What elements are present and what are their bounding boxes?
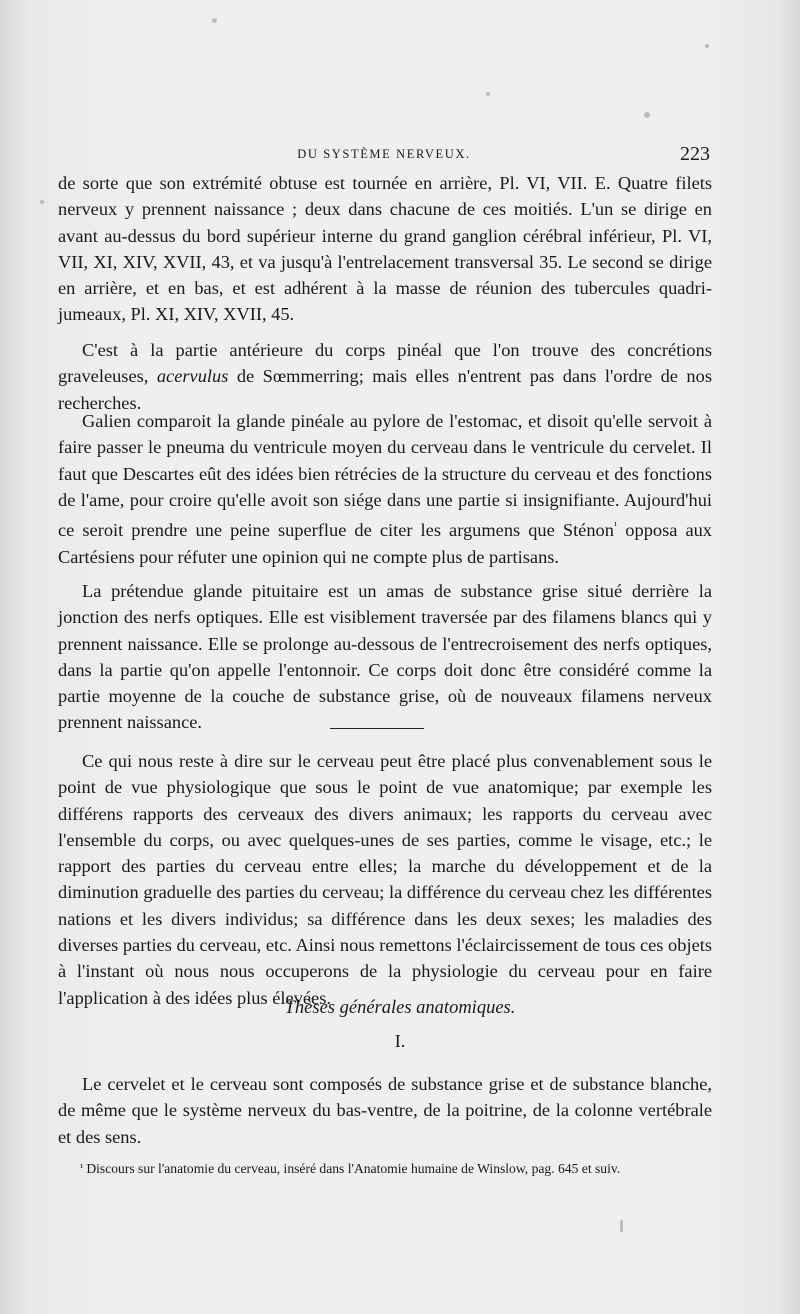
paragraph-text bbox=[58, 337, 712, 416]
paragraph-text: Ce qui nous reste à dire sur le cerveau peut être placé plus convenablement sous le point de vue physiologique que sous le point de vue anatomique; par exemple les différens rapports des cerveaux des divers animaux; les rapports du cerveau avec l'ensemble du corps, ou avec quelques-unes de ses parties, comme le visage, etc.; le rapport des parties du cerveau entre elles; la marche du développement et de la diminution graduelle des parties du cerveau; la différence du cerveau chez les différentes nations et les divers individus; sa différence dans les deux sexes; les maladies des diverses parties du cerveau, etc. Ainsi nous remettons l'éclaircissement de tous ces objets à l'instant où nous nous occuperons de la physiologie du cerveau pour en faire l'application à des idées plus élevées. bbox=[58, 751, 712, 1008]
section-numeral: I. bbox=[394, 1031, 406, 1051]
scan-speck bbox=[705, 44, 709, 48]
running-head: DU SYSTÈME NERVEUX. bbox=[297, 147, 471, 161]
footnote bbox=[80, 1159, 720, 1178]
footnote-reference: ¹ bbox=[613, 520, 618, 533]
paragraph-acervulus bbox=[58, 337, 712, 416]
scan-speck bbox=[212, 18, 217, 23]
italic-term: acervulus bbox=[156, 366, 229, 387]
text-run: opposa aux Cartésiens pour réfuter une opinion qui ne compte plus de partisans. bbox=[58, 520, 712, 567]
paragraph-text: La prétendue glande pituitaire est un amas de substance grise situé derrière la jonction des nerfs optiques. Elle est visiblement traversée par des filamens blancs qui y prennent naissance. Elle se prolonge au-dessous de l'entrecroisement des nerfs optiques, dans la partie qu'on appelle l'entonnoir. Ce corps doit donc être considéré comme la partie moyenne de la couche de substance grise, où de nouveaux filamens nerveux prennent naissance. bbox=[58, 581, 712, 733]
page-header bbox=[58, 143, 710, 167]
paragraph-physiologie bbox=[58, 748, 712, 1011]
scan-speck bbox=[40, 200, 44, 204]
paragraph-continuation bbox=[58, 170, 712, 328]
paragraph-thesis-one bbox=[58, 1071, 712, 1150]
page-number: 223 bbox=[680, 143, 710, 165]
footnote-mark: ¹ bbox=[80, 1162, 84, 1174]
paragraph-galien bbox=[58, 408, 712, 570]
paragraph-text: de sorte que son extrémité obtuse est tournée en arrière, Pl. VI, VII. E. Quatre filets nerveux y prennent naissance ; deux dans chacune de ces moitiés. L'un se dirige en avant au-dessus du bord supérieur interne du grand ganglion cérébral inférieur, Pl. VI, VII, XI, XIV, XVII, 43, et va jusqu'à l'entrelacement transversal 35. Le second se dirige en arrière, et en bas, et est adhérent à la masse de réunion des tubercules quadri-jumeaux, Pl. XI, XIV, XVII, 45. bbox=[58, 173, 712, 325]
section-title: Thèses générales anatomiques. bbox=[284, 998, 516, 1018]
section-divider bbox=[330, 728, 424, 729]
scan-speck bbox=[644, 112, 650, 118]
footnote-text: Discours sur l'anatomie du cerveau, inséré dans l'Anatomie humaine de Winslow, pag. 645 et suiv. bbox=[86, 1161, 621, 1176]
text-run: C'est à la partie antérieure du corps pinéal que l'on trouve des concrétions graveleuses, bbox=[58, 340, 712, 387]
text-run: de Sœmmerring; mais elles n'entrent pas dans l'ordre de nos recherches. bbox=[58, 366, 712, 413]
scan-speck bbox=[620, 1220, 623, 1232]
paragraph-text bbox=[58, 408, 712, 570]
paragraph-pituitaire bbox=[58, 578, 712, 736]
text-run: Galien comparoit la glande pinéale au pylore de l'estomac, et disoit qu'elle servoit à faire passer le pneuma du ventricule moyen du cerveau dans le ventricule du cervelet. Il faut que Descartes eût des idées bien rétrécies de la structure du cerveau et des fonctions de l'ame, pour croire qu'elle avoit son siége dans une partie si insignifiante. Aujourd'hui ce seroit prendre une peine superflue de citer les argumens que Sténon bbox=[58, 411, 712, 541]
paragraph-text: Le cervelet et le cerveau sont composés de substance grise et de substance blanche, de même que le système nerveux du bas-ventre, de la poitrine, de la colonne vertébrale et des sens. bbox=[58, 1074, 712, 1147]
scan-speck bbox=[486, 92, 490, 96]
